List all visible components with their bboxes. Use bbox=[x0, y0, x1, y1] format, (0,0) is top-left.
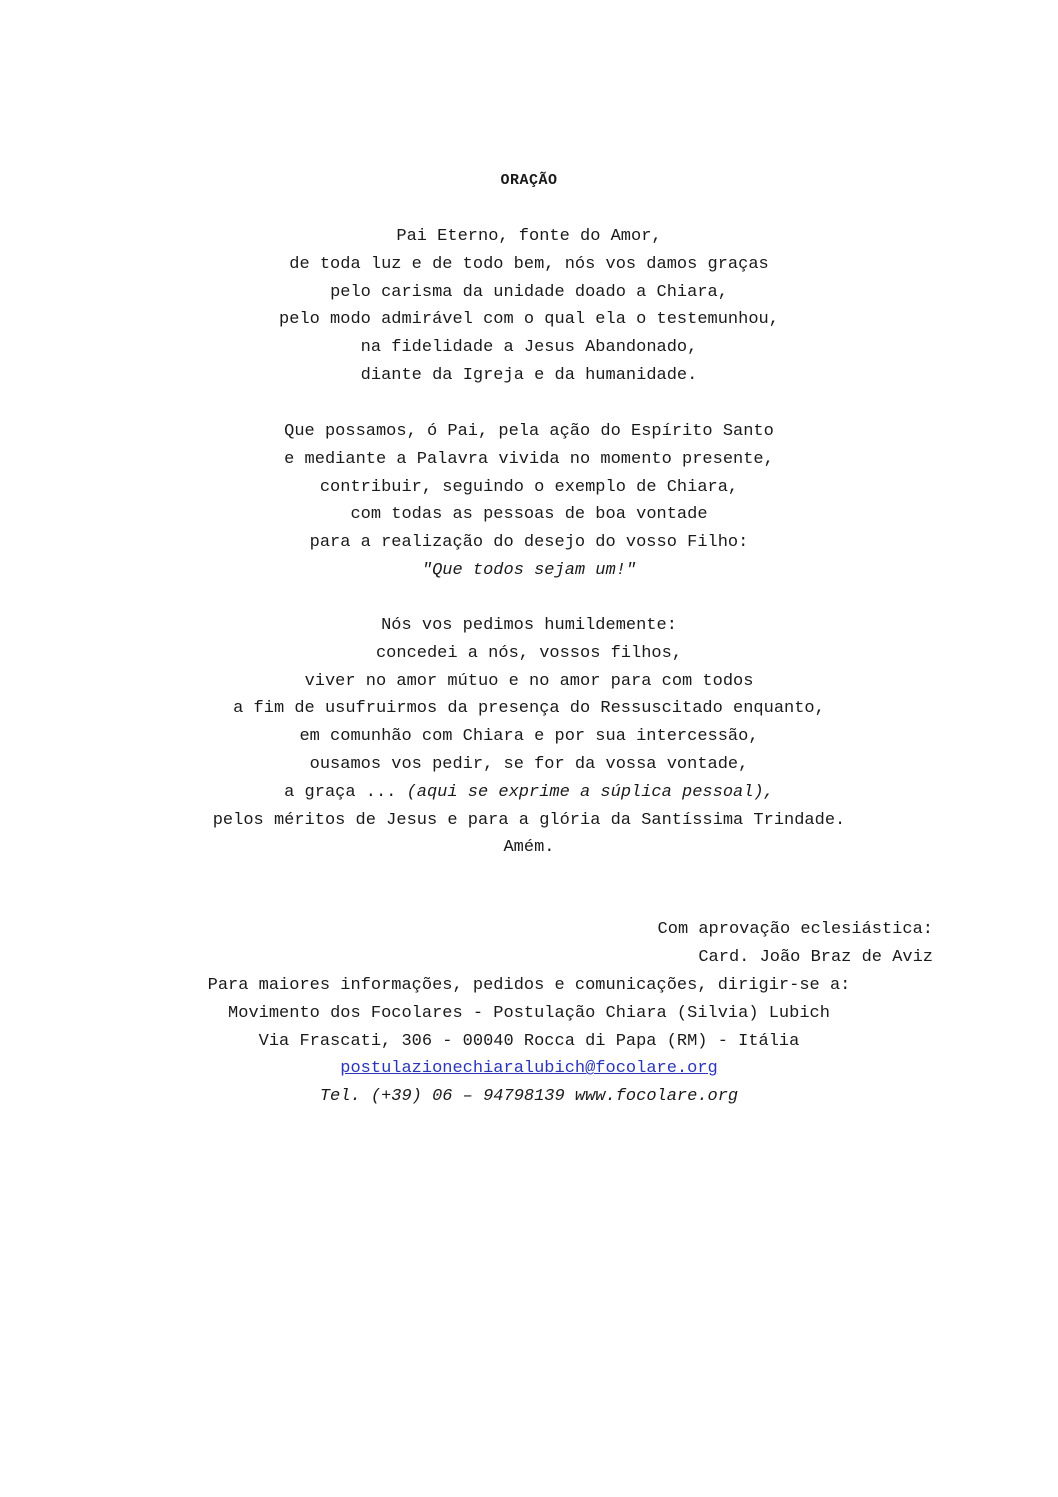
stanza-line: diante da Igreja e da humanidade. bbox=[360, 365, 698, 385]
ecclesiastical-approval bbox=[658, 916, 933, 972]
grace-line bbox=[0, 779, 1058, 807]
stanza-line: pelo carisma da unidade doado a Chiara, bbox=[330, 282, 728, 302]
stanza-line: viver no amor mútuo e no amor para com todos bbox=[304, 671, 754, 691]
stanza-line: pelos méritos de Jesus e para a glória da Santíssima Trindade. bbox=[212, 810, 846, 830]
stanza-line: Pai Eterno, fonte do Amor, bbox=[396, 227, 662, 246]
approval-cardinal: Card. João Braz de Aviz bbox=[698, 947, 933, 967]
approval-label: Com aprovação eclesiástica: bbox=[657, 920, 933, 939]
email-link[interactable]: postulazionechiaralubich@focolare.org bbox=[340, 1059, 718, 1079]
contact-info bbox=[0, 972, 1058, 1111]
stanza-line: na fidelidade a Jesus Abandonado, bbox=[360, 338, 698, 358]
stanza-line: para a realização do desejo do vosso Filho: bbox=[309, 533, 749, 553]
info-phone-website: Tel. (+39) 06 – 94798139 www.focolare.org bbox=[319, 1087, 739, 1107]
stanza-line: concedei a nós, vossos filhos, bbox=[375, 643, 683, 663]
grace-supplication: (aqui se exprime a súplica pessoal), bbox=[406, 782, 774, 802]
stanza-line: ousamos vos pedir, se for da vossa vontade, bbox=[309, 754, 749, 774]
info-address: Via Frascati, 306 - 00040 Rocca di Papa (RM) - Itália bbox=[258, 1031, 800, 1051]
info-intro: Para maiores informações, pedidos e comunicações, dirigir-se a: bbox=[207, 976, 851, 995]
stanza-2 bbox=[0, 418, 1058, 585]
stanza-line: a fim de usufruirmos da presença do Ressuscitado enquanto, bbox=[233, 699, 825, 719]
stanza-line: de toda luz e de todo bem, nós vos damos graças bbox=[289, 254, 769, 274]
stanza-line: Que possamos, ó Pai, pela ação do Espírito Santo bbox=[284, 422, 774, 441]
stanza-line: com todas as pessoas de boa vontade bbox=[350, 505, 708, 525]
stanza-line: Nós vos pedimos humildemente: bbox=[381, 616, 677, 635]
grace-prefix: a graça ... bbox=[284, 782, 407, 802]
stanza-line: em comunhão com Chiara e por sua intercessão, bbox=[299, 727, 759, 747]
info-organization: Movimento dos Focolares - Postulação Chiara (Silvia) Lubich bbox=[228, 1003, 830, 1023]
stanza-line: e mediante a Palavra vivida no momento presente, bbox=[284, 449, 774, 469]
amen-line: Amém. bbox=[503, 838, 555, 858]
quote-line: "Que todos sejam um!" bbox=[421, 560, 637, 580]
prayer-title: ORAÇÃO bbox=[500, 172, 558, 189]
stanza-line: contribuir, seguindo o exemplo de Chiara, bbox=[319, 477, 739, 497]
stanza-3 bbox=[0, 612, 1058, 862]
stanza-line: pelo modo admirável com o qual ela o testemunhou, bbox=[279, 310, 779, 330]
stanza-1 bbox=[0, 223, 1058, 390]
